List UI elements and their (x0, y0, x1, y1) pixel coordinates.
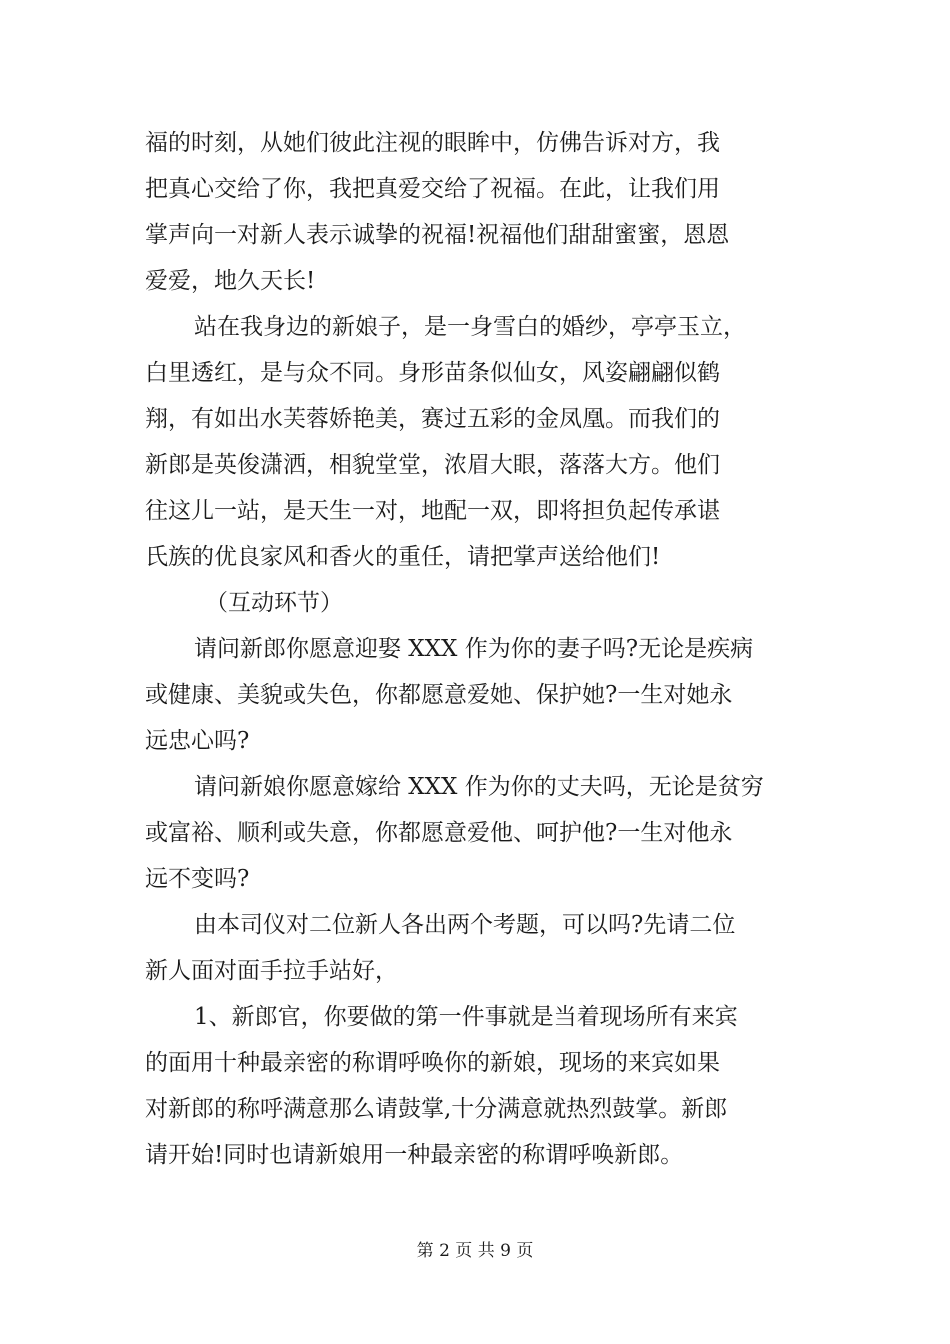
document-body (145, 120, 810, 1178)
text-line: 由本司仪对二位新人各出两个考题，可以吗?先请二位 (194, 912, 736, 938)
text-line: 翔，有如出水芙蓉娇艳美，赛过五彩的金凤凰。而我们的 (145, 406, 720, 432)
text-line: 把真心交给了你，我把真爱交给了祝福。在此，让我们用 (145, 176, 720, 202)
text-line: 福的时刻，从她们彼此注视的眼眸中，仿佛告诉对方，我 (145, 130, 720, 156)
text-line: 或富裕、顺利或失意，你都愿意爱他、呵护他?一生对他永 (145, 820, 733, 846)
text-line: 1、新郎官，你要做的第一件事就是当着现场所有来宾 (194, 1004, 738, 1030)
text-line: 的面用十种最亲密的称谓呼唤你的新娘，现场的来宾如果 (145, 1050, 720, 1076)
text-line: （互动环节） (205, 590, 343, 616)
text-line: 新郎是英俊潇洒，相貌堂堂，浓眉大眼，落落大方。他们 (145, 452, 720, 478)
text-line: 请开始!同时也请新娘用一种最亲密的称谓呼唤新郎。 (145, 1142, 684, 1168)
text-line: 站在我身边的新娘子，是一身雪白的婚纱，亭亭玉立， (194, 314, 746, 340)
text-line: 对新郎的称呼满意那么请鼓掌,十分满意就热烈鼓掌。新郎 (145, 1096, 728, 1122)
text-line: 请问新郎你愿意迎娶 XXX 作为你的妻子吗?无论是疾病 (194, 636, 754, 662)
text-line: 白里透红，是与众不同。身形苗条似仙女，风姿翩翩似鹤 (145, 360, 720, 386)
text-line: 氏族的优良家风和香火的重任，请把掌声送给他们! (145, 544, 661, 570)
text-line: 爱爱，地久天长! (145, 268, 316, 294)
text-line: 掌声向一对新人表示诚挚的祝福!祝福他们甜甜蜜蜜，恩恩 (145, 222, 730, 248)
page-footer: 第 2 页 共 9 页 (416, 1241, 534, 1261)
text-line: 请问新娘你愿意嫁给 XXX 作为你的丈夫吗，无论是贫穷 (194, 774, 764, 800)
text-line: 新人面对面手拉手站好， (145, 958, 398, 984)
text-line: 远忠心吗? (145, 728, 250, 754)
text-line: 往这儿一站，是天生一对，地配一双，即将担负起传承谌 (145, 498, 720, 524)
text-line: 远不变吗? (145, 866, 250, 892)
text-line: 或健康、美貌或失色，你都愿意爱她、保护她?一生对她永 (145, 682, 733, 708)
